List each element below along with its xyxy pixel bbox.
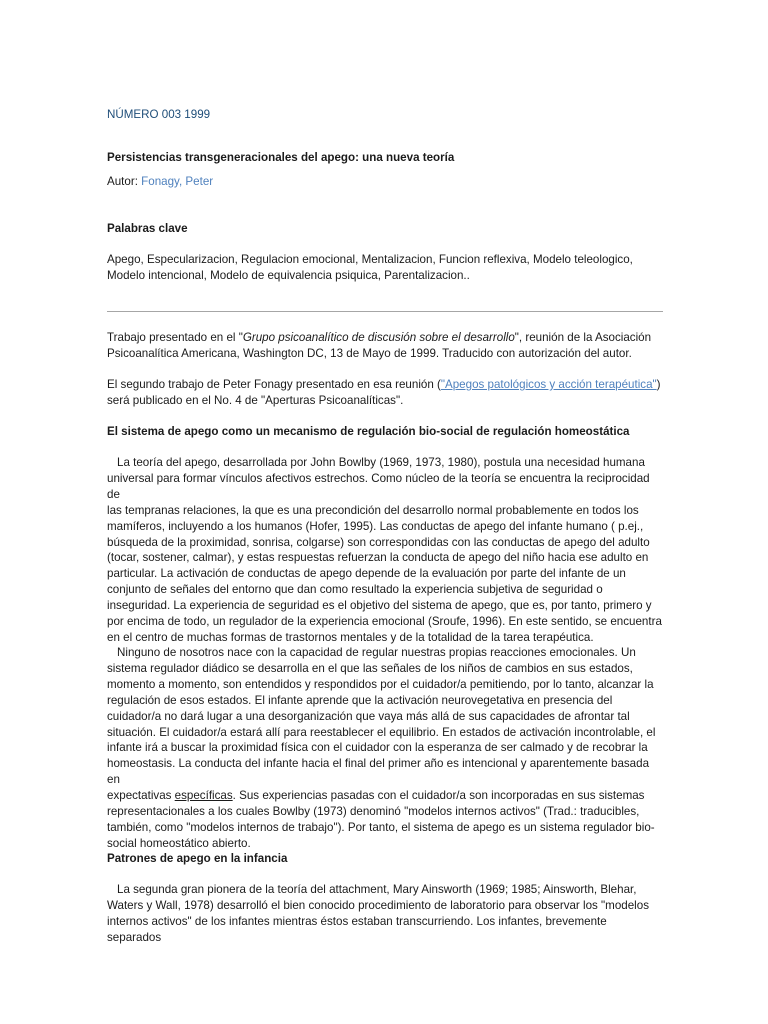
paragraph-line: particular. La activación de conductas de apego depende de la evaluación por parte del infante de un [107,567,626,581]
issue-number: NÚMERO 003 1999 [107,108,211,121]
keywords-text [107,252,663,284]
author-label: Autor: [107,175,138,188]
paragraph-line: La teoría del apego, desarrollada por John Bowlby (1969, 1973, 1980), postula una necesidad humana [117,456,645,469]
article-title: Persistencias transgeneracionales del apego: una nueva teoría [107,151,455,164]
paragraph-line: también, como "modelos internos de trabajo"). Por tanto, el sistema de apego es un sistema regulador bio- [107,820,655,834]
intro-text: Trabajo presentado en el " [107,331,243,344]
paragraph-line: regulación de esos estados. El infante aprende que la activación neurovegetativa en presencia del [107,693,613,707]
paragraph-line: sistema regulador diádico se desarrolla en el que las señales de los niños de cambios en sus estados, [107,661,633,675]
paragraph-line: momento a momento, son entendidos y respondidos por el cuidador/a pemitiendo, por lo tanto, alcanzar la [107,677,654,691]
paragraph-line: social homeostático abierto. [107,836,251,850]
second-paper-text: será publicado en el No. 4 de "Aperturas Psicoanalíticas". [107,393,404,407]
paragraph-line: homeostasis. La conducta del infante hacia el final del primer año es intencional y aparentemente basada en [107,757,650,787]
body-paragraph [107,645,663,852]
body-paragraph [107,455,663,646]
second-paper-text: El segundo trabajo de Peter Fonagy presentado en esa reunión ( [107,378,441,391]
section-heading: Patrones de apego en la infancia [107,852,288,865]
paragraph-line: mamíferos, incluyendo a los humanos (Hofer, 1995). Las conductas de apego del infante humano ( p.ej., [107,519,644,533]
paragraph-line: Ninguno de nosotros nace con la capacidad de regular nuestras propias reacciones emocionales. Un [117,646,636,659]
second-paper-text: ) [656,378,661,391]
author-link[interactable]: Fonagy, Peter [141,175,214,188]
keywords-line: Apego, Especularizacion, Regulacion emocional, Mentalizacion, Funcion reflexiva, Modelo teleologico, [107,253,633,266]
paragraph-line: internos activos" de los infantes mientras éstos estaban transcurriendo. Los infantes, brevemente separados [107,914,607,944]
paragraph-line: situación. El cuidador/a estará allí para reestablecer el equilibrio. En estados de activación incontrolable, el [107,725,656,739]
paragraph-line: (tocar, sostener, calmar), y estas respuestas refuerzan la conducta de apego del niño hacia ese adulto en [107,551,649,565]
paragraph-line: representacionales a los cuales Bowlby (1973) denominó "modelos internos activos" (Trad.: traducibles, [107,805,640,819]
paragraph-line: infante irá a buscar la proximidad física con el cuidador con la esperanza de ser calmado y de recobrar la [107,741,648,755]
underlined-word: específicas [174,789,233,803]
paragraph-line: expectativas [107,789,175,803]
second-paper-link[interactable]: "Apegos patológicos y acción terapéutica" [440,378,657,391]
paragraph-line: universal para formar vínculos afectivos estrechos. Como núcleo de la teoría se encuentra la reciprocidad de [107,471,650,501]
keywords-heading: Palabras clave [107,222,188,235]
paragraph-line: cuidador/a no dará lugar a una desorganización que vaya más allá de sus capacidades de afrontar tal [107,709,630,723]
paragraph-line: . Sus experiencias pasadas con el cuidador/a son incorporadas en sus sistemas [232,789,645,803]
paragraph-line: inseguridad. La experiencia de seguridad es el objetivo del sistema de apego, que es, por tanto, primero y [107,599,652,613]
paragraph-line: búsqueda de la proximidad, sonrisa, colgarse) son correspondidas con las conductas de apego del adulto [107,535,650,549]
paragraph-line: en el centro de muchas formas de trastornos mentales y de la totalidad de la tarea terapéutica. [107,630,594,644]
paragraph-line: Waters y Wall, 1978) desarrolló el bien conocido procedimiento de laboratorio para observar los "modelos [107,898,649,912]
intro-text: ", reunión de la Asociación [514,331,652,344]
keywords-line: Modelo intencional, Modelo de equivalencia psiquica, Parentalizacion.. [107,268,470,282]
paragraph-line: las tempranas relaciones, la que es una precondición del desarrollo normal probablemente en todos los [107,503,639,517]
intro-italic-text: Grupo psicoanalítico de discusión sobre el desarrollo [242,331,515,344]
author-line [107,174,663,190]
intro-paragraph [107,330,663,362]
paragraph-line: por encima de todo, un regulador de la experiencia emocional (Sroufe, 1996). En este sentido, se encuentra [107,615,662,629]
paragraph-line: conjunto de señales del entorno que dan como resultado la experiencia subjetiva de seguridad o [107,583,603,597]
body-paragraph [107,882,663,946]
second-paper-paragraph [107,377,663,409]
intro-text: Psicoanalítica Americana, Washington DC, 13 de Mayo de 1999. Traducido con autorización del autor. [107,346,632,360]
paragraph-line: La segunda gran pionera de la teoría del attachment, Mary Ainsworth (1969; 1985; Ainsworth, Blehar, [117,883,637,896]
section-heading: El sistema de apego como un mecanismo de regulación bio-social de regulación homeostática [107,425,630,438]
horizontal-divider [107,311,663,312]
